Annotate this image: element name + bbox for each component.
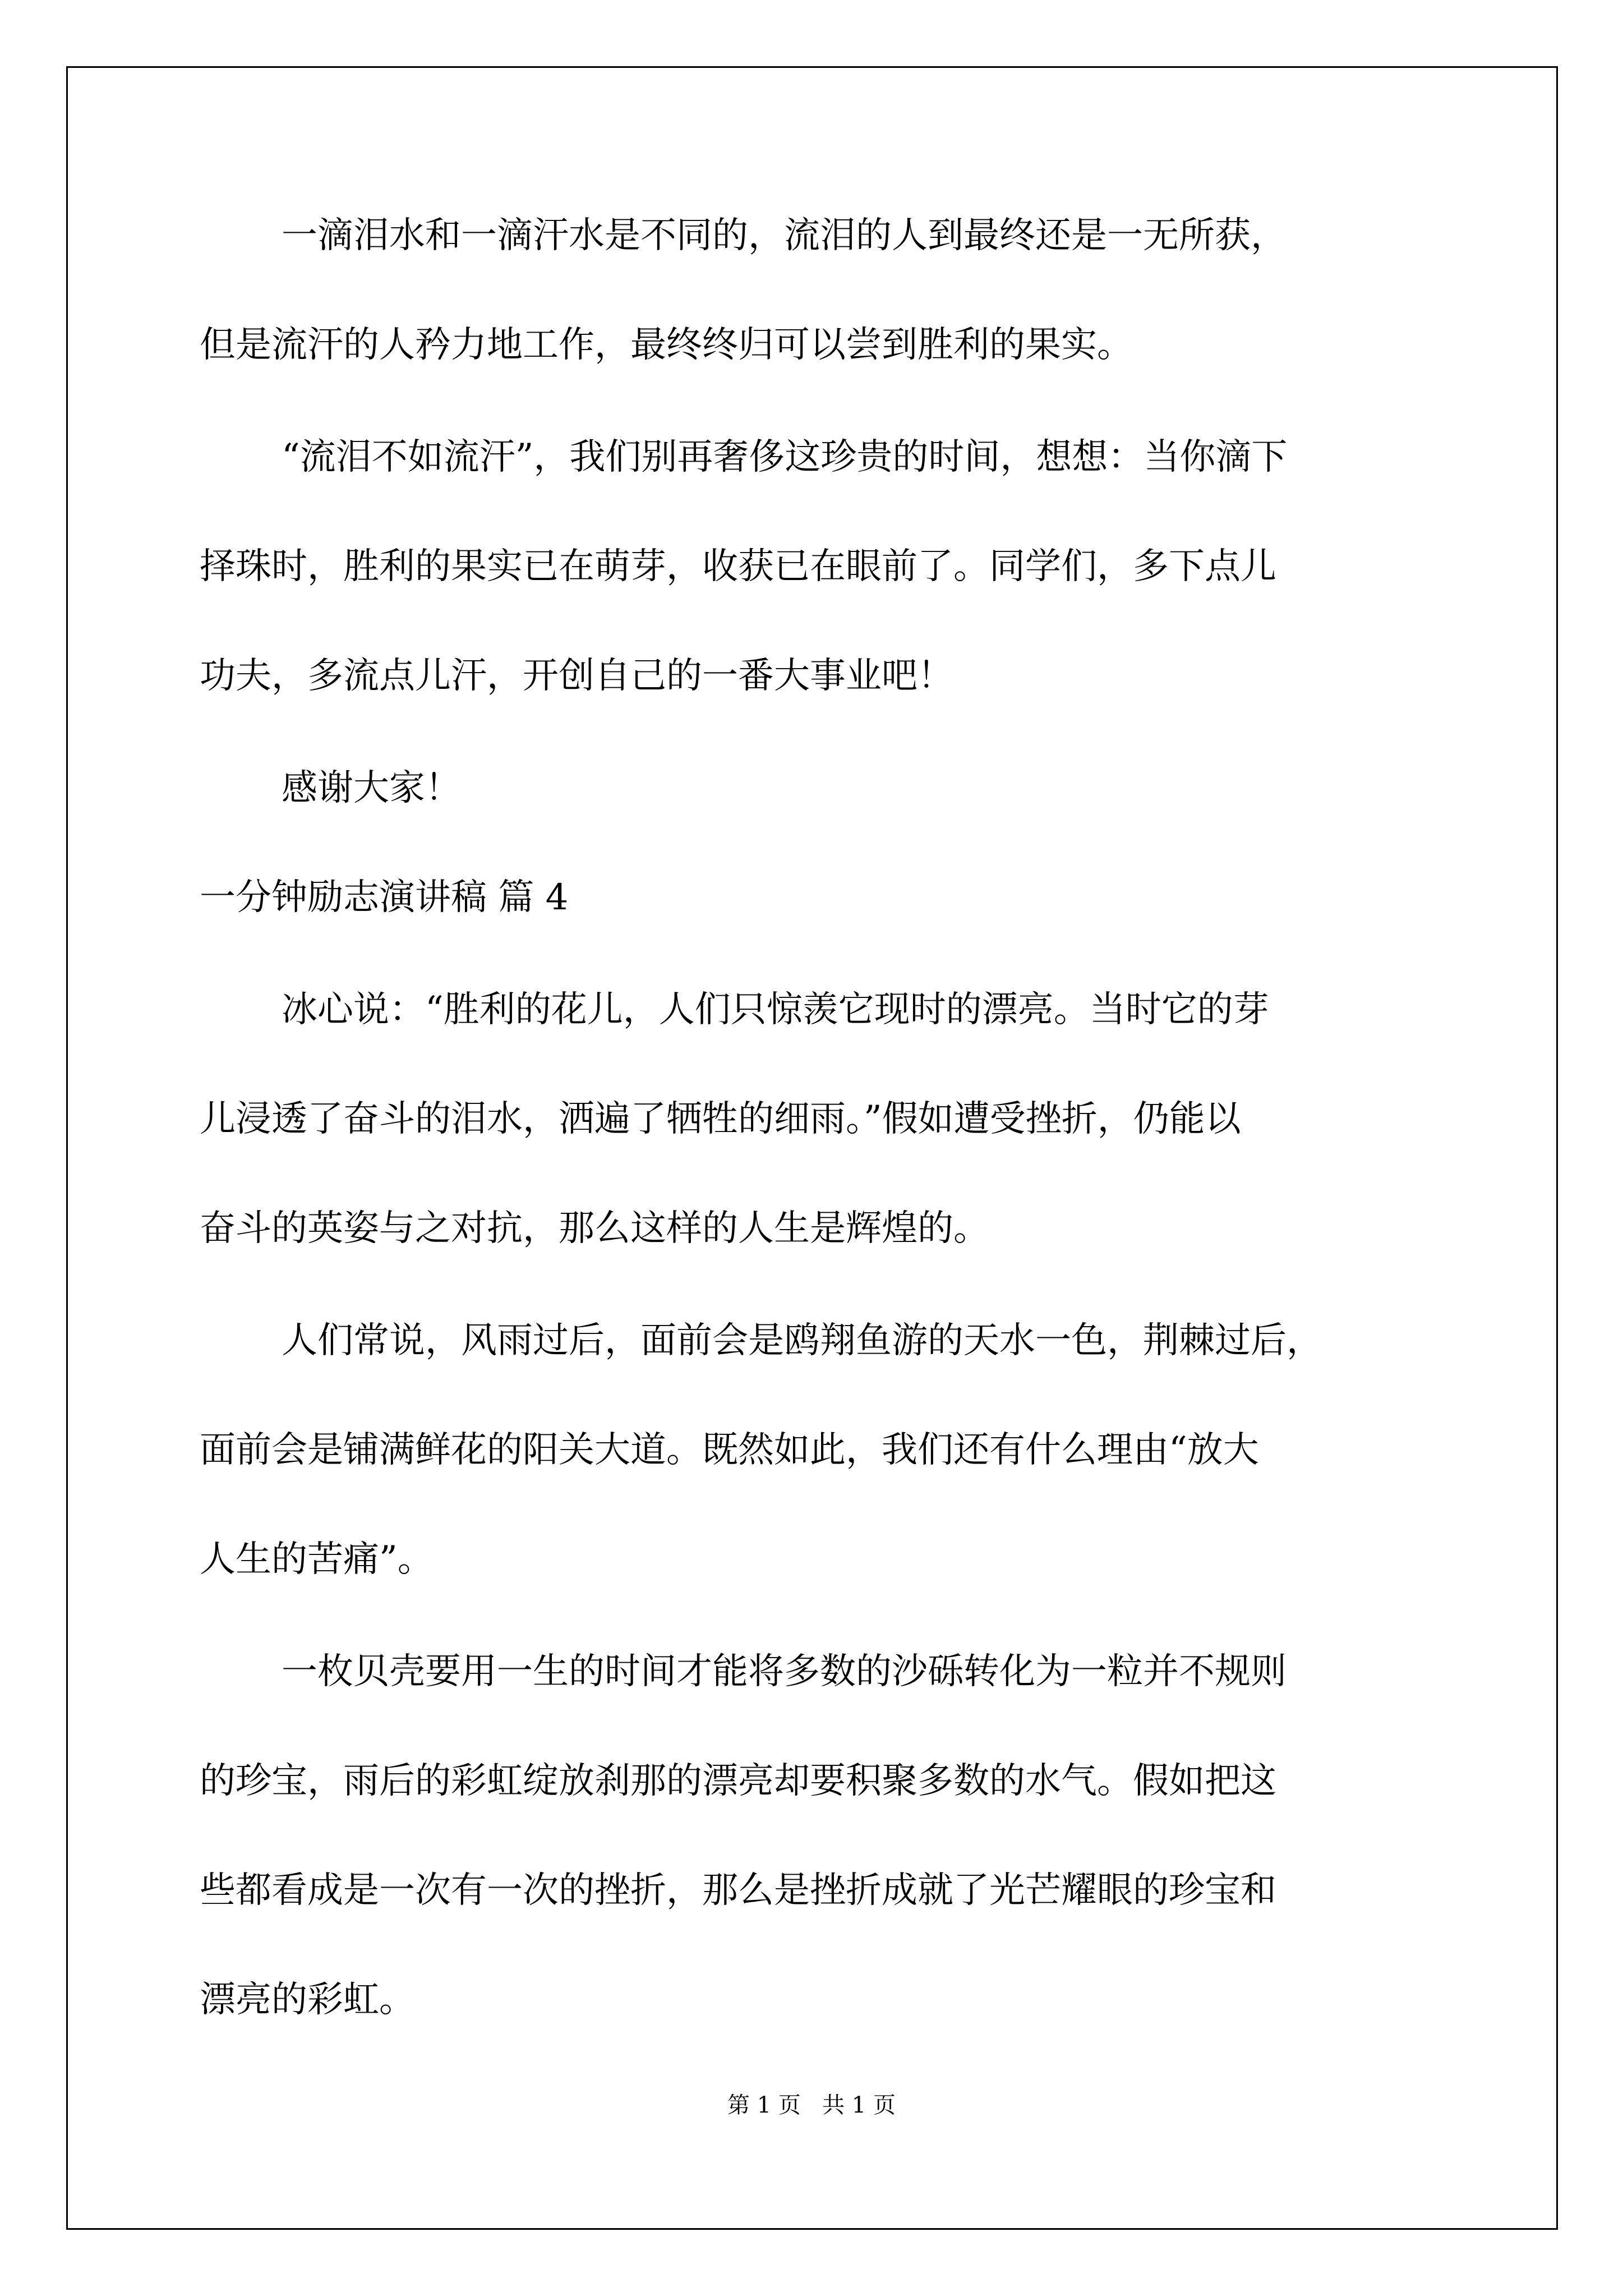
paragraph-line: 一枚贝壳要用一生的时间才能将多数的沙砾转化为一粒并不规则 [282,1651,1287,1692]
paragraph-line: 一滴泪水和一滴汗水是不同的，流泪的人到最终还是一无所获， [282,215,1287,256]
paragraph-line: 面前会是铺满鲜花的阳关大道。既然如此，我们还有什么理由“放大 [200,1429,1259,1471]
paragraph-line: 人生的苦痛”。 [200,1539,434,1580]
paragraph-line: 择珠时，胜利的果实已在萌芽，收获已在眼前了。同学们，多下点儿 [200,546,1276,587]
paragraph-line: 冰心说：“胜利的花儿，人们只惊羡它现时的漂亮。当时它的芽 [282,989,1269,1030]
page-footer: 第 1 页 共 1 页 [727,2092,896,2118]
section-heading: 一分钟励志演讲稿 篇 4 [200,877,569,918]
paragraph-line: 人们常说，风雨过后，面前会是鸥翔鱼游的天水一色，荆棘过后， [282,1320,1322,1361]
paragraph-line: 但是流汗的人矜力地工作，最终终归可以尝到胜利的果实。 [200,324,1133,366]
paragraph-line: 奋斗的英姿与之对抗，那么这样的人生是辉煌的。 [200,1208,989,1249]
paragraph-line: 漂亮的彩虹。 [200,1979,415,2021]
paragraph-line: 感谢大家！ [282,767,461,809]
paragraph-line: 些都看成是一次有一次的挫折，那么是挫折成就了光芒耀眼的珍宝和 [200,1870,1276,1911]
paragraph-line: 的珍宝，雨后的彩虹绽放刹那的漂亮却要积聚多数的水气。假如把这 [200,1760,1276,1802]
paragraph-line: 儿浸透了奋斗的泪水，洒遍了牺牲的细雨。”假如遭受挫折，仍能以 [200,1098,1241,1140]
paragraph-line: “流泪不如流汗”，我们别再奢侈这珍贵的时间，想想：当你滴下 [282,436,1288,478]
paragraph-line: 功夫，多流点儿汗，开创自己的一番大事业吧！ [200,655,953,697]
